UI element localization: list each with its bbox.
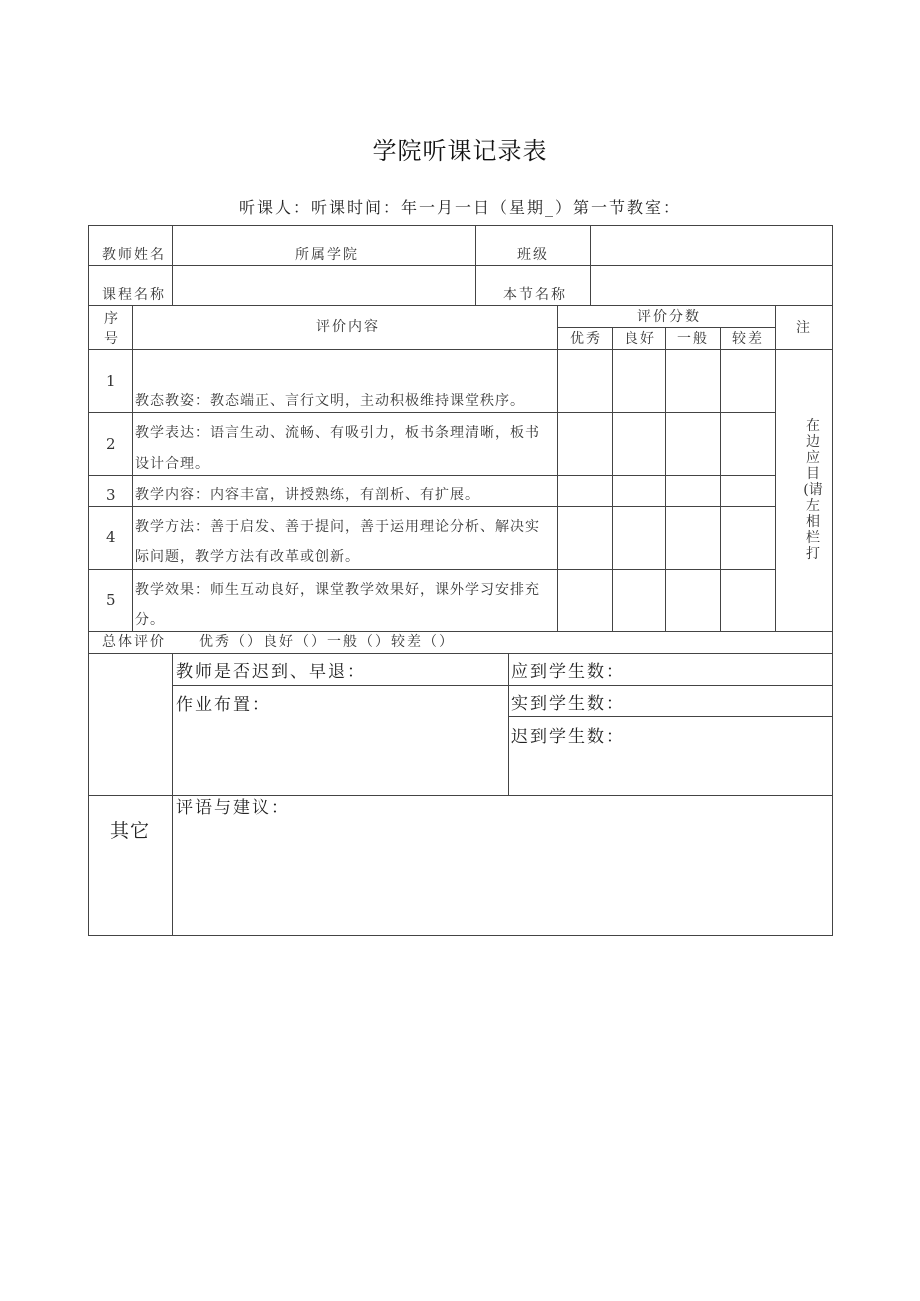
row-divider (508, 716, 832, 717)
late-early-field: 教师是否迟到、早退： (176, 662, 366, 682)
note-instruction: 在边应目(请左相栏打 (803, 418, 823, 562)
content-header: 评价内容 (316, 319, 380, 335)
col-divider (172, 653, 173, 935)
document-subtitle: 听课人：听课时间：年一月一日（星期_）第一节教室： (238, 198, 681, 217)
excellent-header: 优秀 (570, 331, 602, 347)
col-divider (132, 305, 133, 631)
note-header: 注 (796, 320, 810, 336)
item-text: 教学效果：师生互动良好，课堂教学效果好，课外学习安排充 (135, 582, 540, 598)
item-number: 1 (106, 372, 116, 390)
expected-students-field: 应到学生数： (511, 662, 625, 682)
homework-field: 作业布置： (176, 695, 271, 715)
row-divider (88, 305, 832, 306)
row-divider (88, 506, 775, 507)
col-divider (775, 305, 776, 631)
good-header: 良好 (624, 331, 656, 347)
late-students-field: 迟到学生数： (511, 727, 625, 747)
college-label: 所属学院 (295, 247, 359, 263)
document-title: 学院听课记录表 (372, 137, 548, 165)
overall-label: 总体评价 (102, 634, 166, 650)
item-text: 教学方法：善于启发、善于提问，善于运用理论分析、解决实 (135, 519, 540, 535)
overall-options: 优秀（）良好（）一般（）较差（） (199, 634, 455, 650)
row-divider (88, 653, 832, 654)
row-divider (88, 569, 775, 570)
col-divider (590, 225, 591, 305)
section-name-label: 本节名称 (503, 287, 567, 303)
col-divider (475, 225, 476, 305)
other-label: 其它 (110, 820, 151, 842)
row-divider (88, 475, 775, 476)
seq-header-line2: 号 (104, 331, 118, 347)
average-header: 一般 (677, 331, 709, 347)
item-text: 教学表达：语言生动、流畅、有吸引力，板书条理清晰，板书 (135, 425, 540, 441)
course-name-label: 课程名称 (102, 287, 166, 303)
item-text-cont: 际问题，教学方法有改革或创新。 (135, 549, 360, 565)
row-divider (88, 265, 832, 266)
score-header: 评价分数 (637, 309, 701, 325)
table-border-top (88, 225, 832, 226)
col-divider (508, 653, 509, 795)
comments-field: 评语与建议： (176, 798, 290, 818)
item-text-cont: 分。 (135, 612, 165, 628)
item-text: 教态教姿：教态端正、言行文明，主动积极维持课堂秩序。 (135, 393, 525, 409)
row-divider (88, 412, 775, 413)
row-divider (88, 631, 832, 632)
score-header-divider (557, 327, 775, 328)
item-number: 5 (106, 591, 116, 609)
col-divider (612, 327, 613, 631)
col-divider (665, 327, 666, 631)
item-text: 教学内容：内容丰富，讲授熟练，有剖析、有扩展。 (135, 487, 480, 503)
teacher-name-label: 教师姓名 (102, 247, 166, 263)
col-divider (720, 327, 721, 631)
class-label: 班级 (517, 247, 549, 263)
item-number: 2 (106, 435, 116, 453)
item-number: 4 (106, 528, 116, 546)
col-divider (172, 225, 173, 305)
row-divider (172, 685, 832, 686)
col-divider (557, 305, 558, 631)
table-border-right (832, 225, 833, 936)
table-border-bottom (88, 935, 832, 936)
item-number: 3 (106, 486, 116, 504)
poor-header: 较差 (732, 331, 764, 347)
row-divider (88, 795, 832, 796)
table-border-left (88, 225, 89, 936)
item-text-cont: 设计合理。 (135, 456, 210, 472)
actual-students-field: 实到学生数： (511, 694, 625, 714)
seq-header-line1: 序 (104, 311, 118, 327)
